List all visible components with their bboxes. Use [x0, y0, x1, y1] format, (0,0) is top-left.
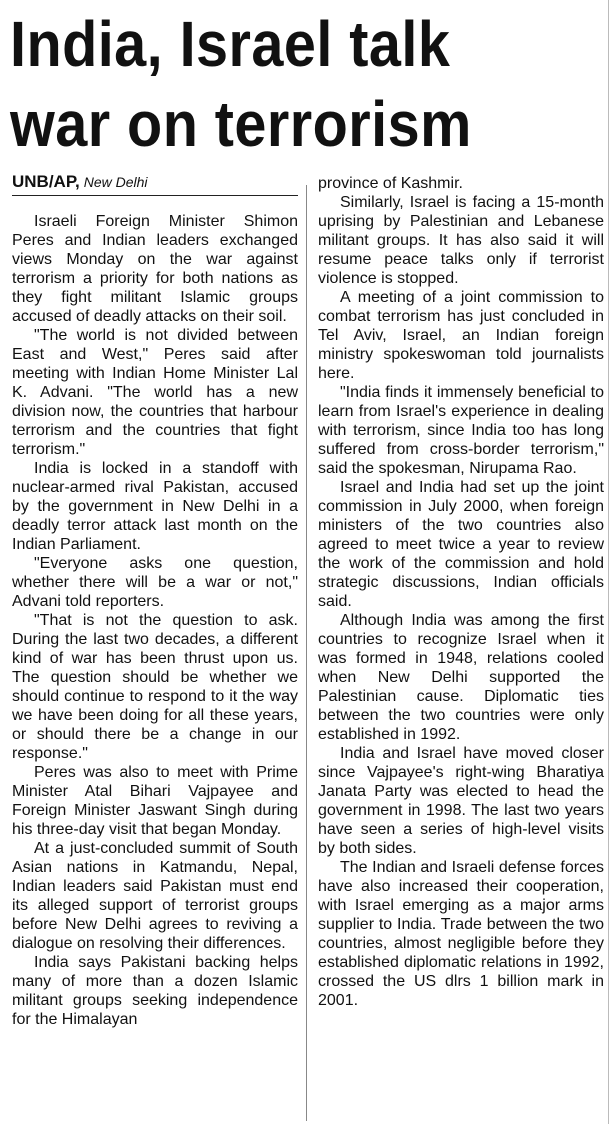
paragraph: India is locked in a standoff with nuclear-armed rival Pakistan, accused by the government in New Delhi in a deadly terror attack last month on the Indian Parliament. [12, 460, 298, 553]
headline [10, 4, 546, 164]
paragraph: "That is not the question to ask. During the last two decades, a different kind of war has been thrust upon us. The question should be whether we should continue to respond to it the way we have been doing for all these years, or should there be a change in our response." [12, 612, 298, 762]
headline-line-2: war on terrorism [10, 88, 472, 160]
page-edge-rule [608, 0, 609, 1124]
paragraph: Israel and India had set up the joint commission in July 2000, when foreign ministers of the two countries also agreed to meet twice a year to review the work of the commission and hold strategic discussions, Indian officials said. [318, 479, 604, 610]
paragraph: "India finds it immensely beneficial to learn from Israel's experience in dealing with terrorism, since India too has long suffered from cross-border terrorism," said the spokesman, Nirupama Rao. [318, 384, 604, 477]
paragraph: India and Israel have moved closer since Vajpayee's right-wing Bharatiya Janata Party was elected to head the government in 1998. The last two years have seen a series of high-level visits by both sides. [318, 745, 604, 857]
paragraph: Israeli Foreign Minister Shimon Peres and Indian leaders exchanged views Monday on the war against terrorism a priority for both nations as they fight militant Islamic groups accused of deadly attacks on their soil. [12, 213, 298, 325]
paragraph-continuation: province of Kashmir. [318, 175, 463, 192]
paragraph: India says Pakistani backing helps many of more than a dozen Islamic militant groups seeking independence for the Himalayan [12, 954, 298, 1028]
paragraph: Similarly, Israel is facing a 15-month uprising by Palestinian and Lebanese militant groups. It has also said it will resume peace talks only if terrorist violence is stopped. [318, 194, 604, 287]
paragraph: At a just-concluded summit of South Asian nations in Katmandu, Nepal, Indian leaders said Pakistan must end its alleged support of terrorist groups before New Delhi agrees to reviving a dialogue on resolving their differences. [12, 840, 298, 952]
paragraph: A meeting of a joint commission to combat terrorism has just concluded in Tel Aviv, Israel, an Indian foreign ministry spokeswoman told journalists here. [318, 289, 604, 382]
paragraph: "The world is not divided between East and West," Peres said after meeting with Indian Home Minister Lal K. Advani. "The world has a new division now, the countries that harbour terrorism and the countries that fight terrorism." [12, 327, 298, 458]
byline-agency: UNB/AP, [12, 172, 80, 191]
paragraph: Although India was among the first countries to recognize Israel when it was formed in 1948, relations cooled when New Delhi supported the Palestinian cause. Diplomatic ties between the two countries were only established in 1992. [318, 612, 604, 743]
paragraph: "Everyone asks one question, whether there will be a war or not," Advani told reporters. [12, 555, 298, 610]
byline-dateline: New Delhi [83, 174, 148, 190]
headline-line-1: India, Israel talk [10, 8, 451, 80]
article-column-left [12, 172, 298, 1029]
byline [12, 172, 298, 196]
paragraph: The Indian and Israeli defense forces have also increased their cooperation, with Israel emerging as a major arms supplier to India. Trade between the two countries, almost negligible before they established diplomatic relations in 1992, crossed the US dlrs 1 billion mark in 2001. [318, 859, 604, 1009]
column-divider [306, 185, 307, 1121]
paragraph: Peres was also to meet with Prime Minister Atal Bihari Vajpayee and Foreign Minister Jaswant Singh during his three-day visit that began Monday. [12, 764, 298, 838]
article-column-right [318, 174, 604, 1010]
